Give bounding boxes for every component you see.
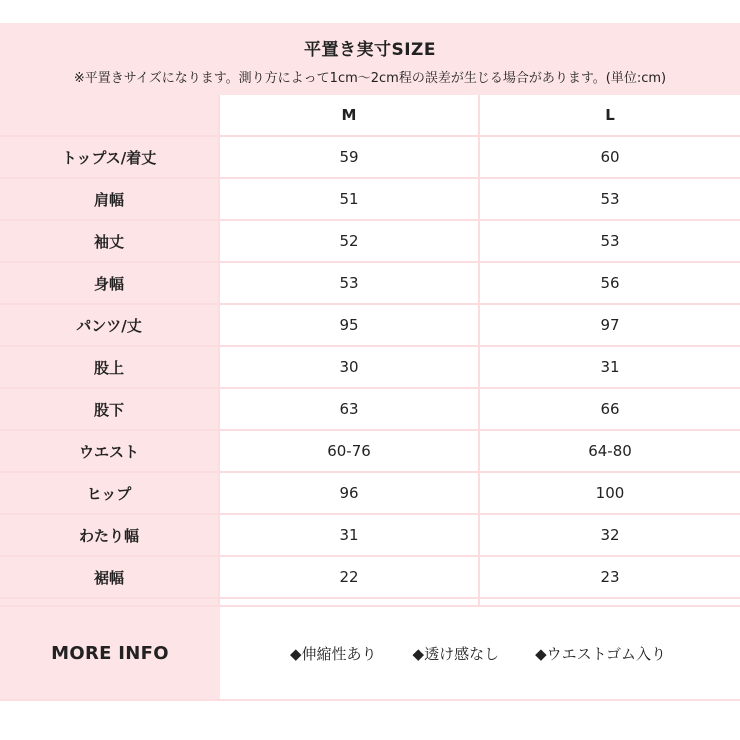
size-value-l: 97 <box>480 305 740 347</box>
size-row <box>0 263 740 305</box>
more-info-label: MORE INFO <box>0 607 220 699</box>
size-value-l: 60 <box>480 137 740 179</box>
size-value-l: 23 <box>480 557 740 599</box>
size-value-l: 56 <box>480 263 740 305</box>
more-info-item-stretch: ◆伸縮性あり <box>290 644 377 663</box>
size-row-label: 袖丈 <box>0 221 220 263</box>
size-value-m: 51 <box>220 179 480 221</box>
size-value-l: 66 <box>480 389 740 431</box>
size-row-label: パンツ/丈 <box>0 305 220 347</box>
size-row <box>0 389 740 431</box>
size-value-m: 53 <box>220 263 480 305</box>
size-value-m: 63 <box>220 389 480 431</box>
spacer-cell <box>0 599 220 607</box>
size-row-label: 股上 <box>0 347 220 389</box>
size-row <box>0 179 740 221</box>
size-row-label: 裾幅 <box>0 557 220 599</box>
size-row-label: ウエスト <box>0 431 220 473</box>
size-value-m: 59 <box>220 137 480 179</box>
size-value-m: 30 <box>220 347 480 389</box>
size-row <box>0 221 740 263</box>
size-table <box>0 95 740 607</box>
size-row <box>0 473 740 515</box>
size-row-label: トップス/着丈 <box>0 137 220 179</box>
size-row <box>0 137 740 179</box>
size-row <box>0 347 740 389</box>
size-value-m: 96 <box>220 473 480 515</box>
size-row-label: ヒップ <box>0 473 220 515</box>
more-info-item-waist: ◆ウエストゴム入り <box>535 644 667 663</box>
size-value-l: 64-80 <box>480 431 740 473</box>
column-header-row <box>0 95 740 137</box>
spacer-cell <box>220 599 480 607</box>
size-value-l: 53 <box>480 179 740 221</box>
size-chart-header <box>0 23 740 95</box>
more-info-section <box>0 607 740 701</box>
size-row-label: 身幅 <box>0 263 220 305</box>
size-value-m: 22 <box>220 557 480 599</box>
more-info-items <box>220 607 740 699</box>
size-row <box>0 431 740 473</box>
blank-header-cell <box>0 95 220 137</box>
size-row <box>0 305 740 347</box>
size-row-label: わたり幅 <box>0 515 220 557</box>
size-value-m: 31 <box>220 515 480 557</box>
size-row-label: 肩幅 <box>0 179 220 221</box>
spacer-cell <box>480 599 740 607</box>
column-header-l: L <box>480 95 740 137</box>
size-value-l: 31 <box>480 347 740 389</box>
size-value-l: 100 <box>480 473 740 515</box>
size-chart-title: 平置き実寸SIZE <box>303 40 436 60</box>
size-row-label: 股下 <box>0 389 220 431</box>
size-value-l: 32 <box>480 515 740 557</box>
size-row <box>0 515 740 557</box>
size-row <box>0 557 740 599</box>
size-value-m: 95 <box>220 305 480 347</box>
size-value-l: 53 <box>480 221 740 263</box>
more-info-item-sheer: ◆透け感なし <box>412 644 500 663</box>
column-header-m: M <box>220 95 480 137</box>
size-value-m: 60-76 <box>220 431 480 473</box>
size-chart <box>0 23 740 701</box>
measurement-note: ※平置きサイズになります。測り方によって1cm～2cm程の誤差が生じる場合があります。(単位:cm) <box>73 71 667 86</box>
size-value-m: 52 <box>220 221 480 263</box>
table-spacer-row <box>0 599 740 607</box>
